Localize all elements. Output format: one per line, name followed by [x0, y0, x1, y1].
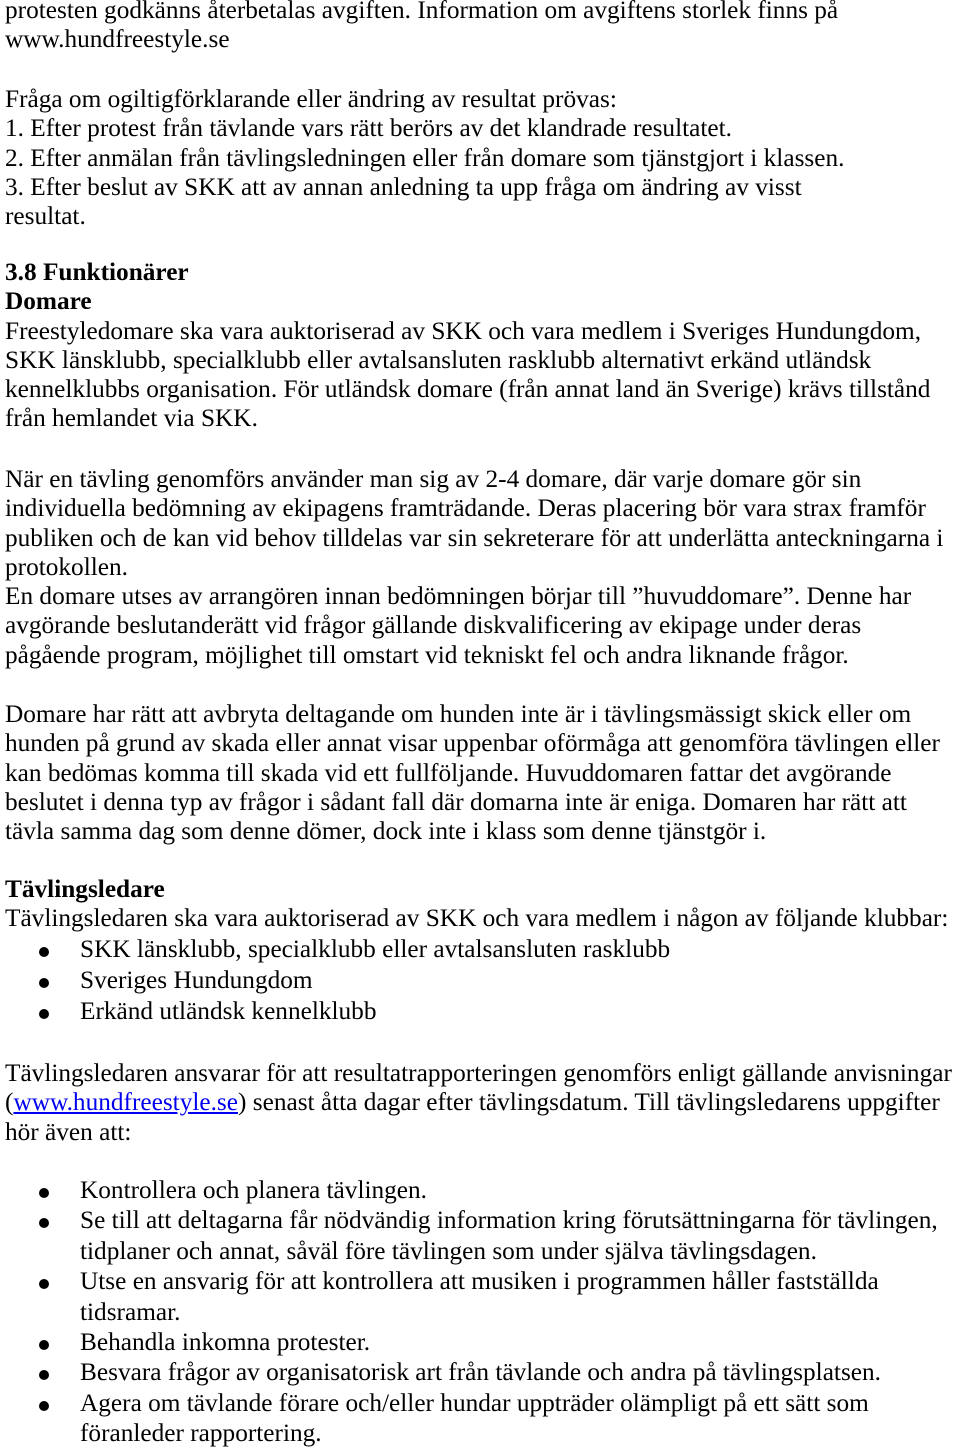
- website-text: www.hundfreestyle.se: [5, 25, 230, 54]
- list-item-text: Agera om tävlande förare och/eller hundar uppträder olämpligt på ett sätt som: [80, 1388, 869, 1417]
- list-item: [0, 934, 960, 965]
- list-item-text: Kontrollera och planera tävlingen.: [80, 1176, 427, 1204]
- judges-rights-paragraph: [5, 700, 960, 846]
- competition-leader-heading: Tävlingsledare: [5, 875, 165, 903]
- numbered-item: 1. Efter protest från tävlande vars rätt berörs av det klandrade resultatet.: [5, 114, 732, 143]
- list-item-text: tidsramar.: [80, 1297, 181, 1326]
- result-review-paragraph: [5, 85, 960, 231]
- list-item: [0, 1357, 960, 1387]
- numbered-item: 2. Efter anmälan från tävlingsledningen eller från domare som tjänstgjort i klassen.: [5, 143, 845, 172]
- list-item-text: föranleder rapportering.: [80, 1419, 322, 1448]
- text-after-link: ) senast åtta dagar efter tävlingsdatum. Till tävlingsledarens uppgifter: [238, 1088, 940, 1117]
- bullet-icon: [39, 1188, 49, 1198]
- list-item: [0, 1327, 960, 1357]
- list-item: [0, 1205, 960, 1266]
- text-line: hör även att:: [5, 1117, 132, 1146]
- text-line: protokollen.: [5, 552, 128, 581]
- text-line: Fråga om ogiltigförklarande eller ändring av resultat prövas:: [5, 85, 617, 113]
- text-line: kennelklubbs organisation. För utländsk domare (från annat land än Sverige) krävs tillstånd: [5, 375, 931, 404]
- list-item-text: SKK länsklubb, specialklubb eller avtalsansluten rasklubb: [80, 935, 671, 963]
- website-link[interactable]: www.hundfreestyle.se: [13, 1088, 238, 1117]
- open-paren: (: [5, 1088, 14, 1117]
- judges-heading: Domare: [5, 287, 92, 316]
- protest-fee-paragraph: [5, 0, 960, 55]
- bullet-icon: [39, 1279, 49, 1289]
- bullet-icon: [39, 978, 49, 988]
- text-line-with-link: [5, 1088, 960, 1117]
- list-item: [0, 965, 960, 996]
- text-line: kan bedömas komma till skada vid ett fullföljande. Huvuddomaren fattar det avgörande: [5, 758, 892, 787]
- judges-panel-paragraph: [5, 465, 960, 670]
- duties-list: [0, 1175, 960, 1449]
- bullet-icon: [39, 947, 49, 957]
- section-heading: 3.8 Funktionärer: [5, 258, 189, 286]
- text-line: Tävlingsledaren ska vara auktoriserad av SKK och vara medlem i någon av följande klubbar:: [5, 904, 949, 933]
- text-line: När en tävling genomförs använder man sig av 2-4 domare, där varje domare gör sin: [5, 465, 862, 493]
- list-item: [0, 996, 960, 1027]
- text-line: publiken och de kan vid behov tilldelas var sin sekreterare för att underlätta anteckningarna i: [5, 523, 944, 552]
- text-line: resultat.: [5, 202, 86, 231]
- reporting-paragraph: [5, 1059, 960, 1147]
- list-item-text: Se till att deltagarna får nödvändig information kring förutsättningarna för tävlingen,: [80, 1206, 938, 1235]
- list-item-text: Erkänd utländsk kennelklubb: [80, 997, 377, 1025]
- list-item-text: tidplaner och annat, såväl före tävlingen som under själva tävlingsdagen.: [80, 1236, 817, 1265]
- text-line: avgörande beslutanderätt vid frågor gällande diskvalificering av ekipage under deras: [5, 611, 862, 640]
- text-line: pågående program, möjlighet till omstart vid tekniskt fel och andra liknande frågor.: [5, 640, 849, 669]
- bullet-icon: [39, 1401, 49, 1411]
- text-line: Tävlingsledaren ansvarar för att resultatrapporteringen genomförs enligt gällande anvisningar: [5, 1059, 952, 1087]
- text-line: från hemlandet via SKK.: [5, 404, 258, 433]
- list-item-text: Besvara frågor av organisatorisk art från tävlande och andra på tävlingsplatsen.: [80, 1358, 882, 1387]
- list-item-text: Sveriges Hundungdom: [80, 966, 313, 994]
- text-line: tävla samma dag som denne dömer, dock inte i klass som denne tjänstgör i.: [5, 817, 767, 846]
- text-line: beslutet i denna typ av frågor i sådant fall där domarna inte är eniga. Domaren har rätt att: [5, 787, 907, 816]
- functionaries-section: [5, 258, 960, 434]
- competition-leader-section: [5, 875, 960, 934]
- text-line: SKK länsklubb, specialklubb eller avtalsansluten rasklubb alternativt erkänd utländsk: [5, 345, 872, 374]
- list-item-text: Behandla inkomna protester.: [80, 1327, 371, 1356]
- list-item: [0, 1266, 960, 1327]
- text-line: protesten godkänns återbetalas avgiften. Information om avgiftens storlek finns på: [5, 0, 839, 24]
- numbered-item: 3. Efter beslut av SKK att av annan anledning ta upp fråga om ändring av visst: [5, 172, 802, 201]
- bullet-icon: [39, 1009, 49, 1019]
- bullet-icon: [39, 1218, 49, 1228]
- bullet-icon: [39, 1370, 49, 1380]
- text-line: hunden på grund av skada eller annat visar uppenbar oförmåga att genomföra tävlingen eller: [5, 729, 940, 758]
- text-line: Domare har rätt att avbryta deltagande om hunden inte är i tävlingsmässigt skick eller om: [5, 700, 912, 728]
- club-list: [0, 934, 960, 1027]
- bullet-icon: [39, 1340, 49, 1350]
- list-item-text: Utse en ansvarig för att kontrollera att musiken i programmen håller fastställda: [80, 1267, 879, 1296]
- text-line: En domare utses av arrangören innan bedömningen börjar till ”huvuddomare”. Denne har: [5, 582, 912, 611]
- list-item: [0, 1175, 960, 1205]
- text-line: individuella bedömning av ekipagens framträdande. Deras placering bör vara strax framför: [5, 494, 926, 523]
- text-line: Freestyledomare ska vara auktoriserad av SKK och vara medlem i Sveriges Hundungdom,: [5, 316, 922, 345]
- list-item: [0, 1388, 960, 1449]
